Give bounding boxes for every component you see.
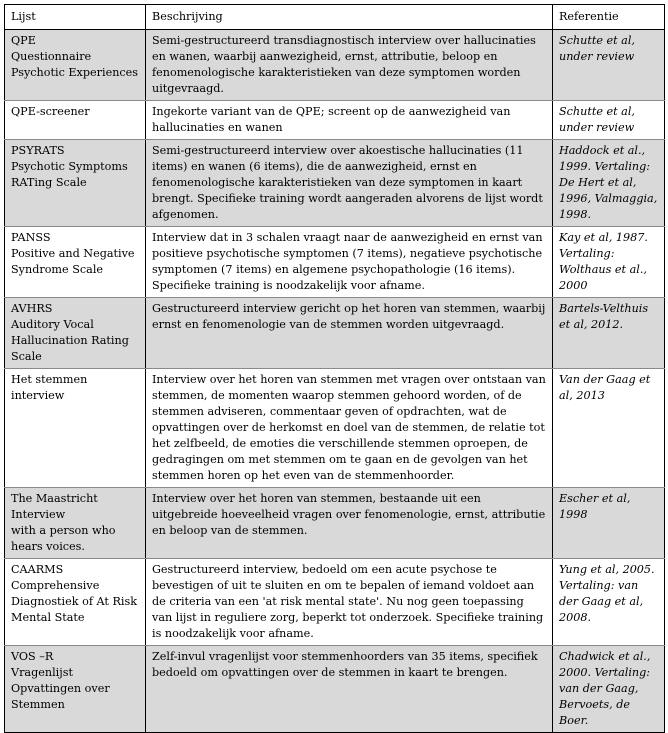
instrument-description: Interview dat in 3 schalen vraagt naar de aanwezigheid en ernst van positieve psychotische symptomen (7 items), negatieve psychotische symptomen (7 items) en algemene psychopathologie (16 items). Specifieke training is noodzakelijk voor afname.	[146, 227, 553, 298]
instrument-name-line: Syndrome Scale	[11, 263, 104, 276]
instrument-name-line: hears voices.	[11, 540, 85, 553]
instrument-name-cell	[5, 140, 146, 227]
instrument-name-line: PSYRATS	[11, 144, 65, 157]
instruments-table-container	[4, 4, 664, 733]
table-row	[5, 227, 665, 298]
table-row	[5, 646, 665, 733]
table-row	[5, 369, 665, 488]
instrument-name-line: Vragenlijst	[11, 666, 73, 679]
table-row	[5, 488, 665, 559]
instrument-reference: Kay et al, 1987. Vertaling: Wolthaus et al., 2000	[553, 227, 665, 298]
instrument-name-cell	[5, 30, 146, 101]
instrument-name-cell	[5, 227, 146, 298]
instrument-name-cell	[5, 646, 146, 733]
instrument-description: Ingekorte variant van de QPE; screent op de aanwezigheid van hallucinaties en wanen	[146, 101, 553, 140]
table-row	[5, 298, 665, 369]
table-row	[5, 140, 665, 227]
instrument-description: Semi-gestructureerd interview over akoestische hallucinaties (11 items) en wanen (6 items), die de aanwezigheid, ernst en fenomenologische karakteristieken van deze symptomen in kaart brengt. Specifieke training wordt aangeraden alvorens de lijst wordt afgenomen.	[146, 140, 553, 227]
instrument-description: Gestructureerd interview, bedoeld om een acute psychose te bevestigen of uit te sluiten en om te bepalen of iemand voldoet aan de criteria van een 'at risk mental state'. Nu nog geen toepassing van lijst in reguliere zorg, beperkt tot onderzoek. Specifieke training is noodzakelijk voor afname.	[146, 559, 553, 646]
instrument-name-line: with a person who	[11, 524, 116, 537]
instrument-name-line: Positive and Negative	[11, 247, 135, 260]
instrument-name-line: Interview	[11, 508, 66, 521]
instrument-name-line: Psychotic Symptoms	[11, 160, 128, 173]
instrument-name-line: VOS –R	[11, 650, 54, 663]
instrument-name-cell	[5, 369, 146, 488]
instrument-description: Gestructureerd interview gericht op het horen van stemmen, waarbij ernst en fenomenologie van de stemmen worden uitgevraagd.	[146, 298, 553, 369]
instrument-name-line: Het stemmen	[11, 373, 88, 386]
instrument-description: Zelf-invul vragenlijst voor stemmenhoorders van 35 items, specifiek bedoeld om opvattingen over de stemmen in kaart te brengen.	[146, 646, 553, 733]
instrument-reference: Schutte et al, under review	[553, 101, 665, 140]
table-header-row	[5, 5, 665, 30]
header-reference: Referentie	[553, 5, 665, 30]
instrument-reference: Chadwick et al., 2000. Vertaling: van der Gaag, Bervoets, de Boer.	[553, 646, 665, 733]
instrument-name-line: PANSS	[11, 231, 51, 244]
instruments-table	[4, 4, 665, 733]
instrument-name-line: Psychotic Experiences	[11, 66, 139, 79]
instrument-name-line: RATing Scale	[11, 176, 87, 189]
instrument-name-cell	[5, 298, 146, 369]
instrument-reference: Schutte et al, under review	[553, 30, 665, 101]
instrument-reference: Haddock et al., 1999. Vertaling: De Hert et al, 1996, Valmaggia, 1998.	[553, 140, 665, 227]
instrument-name-line: Mental State	[11, 611, 85, 624]
table-row	[5, 559, 665, 646]
instrument-name-line: Scale	[11, 350, 42, 363]
table-row	[5, 30, 665, 101]
instrument-name-line: The Maastricht	[11, 492, 98, 505]
header-list: Lijst	[5, 5, 146, 30]
instrument-description: Interview over het horen van stemmen met vragen over ontstaan van stemmen, de momenten waarop stemmen gehoord worden, of de stemmen adviseren, commentaar geven of opdrachten, wat de opvattingen over de herkomst en doel van de stemmen, de relatie tot het zelfbeeld, de emoties die verschillende stemmen oproepen, de gedragingen om met stemmen om te gaan en de gevolgen van het stemmen horen op het even van de stemmenhoorder.	[146, 369, 553, 488]
instrument-name-line: Diagnostiek of At Risk	[11, 595, 137, 608]
instrument-name-line: Auditory Vocal	[11, 318, 94, 331]
instrument-name-line: CAARMS	[11, 563, 64, 576]
instrument-name-line: QPE-screener	[11, 105, 90, 118]
header-description: Beschrijving	[146, 5, 553, 30]
instrument-description: Semi-gestructureerd transdiagnostisch interview over hallucinaties en wanen, waarbij aanwezigheid, ernst, attributie, beloop en fenomenologische karakteristieken van deze symptomen worden uitgevraagd.	[146, 30, 553, 101]
instrument-name-line: Hallucination Rating	[11, 334, 129, 347]
instrument-reference: Escher et al, 1998	[553, 488, 665, 559]
instrument-name-line: QPE	[11, 34, 36, 47]
instrument-reference: Van der Gaag et al, 2013	[553, 369, 665, 488]
instrument-name-cell	[5, 559, 146, 646]
instrument-reference: Bartels-Velthuis et al, 2012.	[553, 298, 665, 369]
table-row	[5, 101, 665, 140]
instrument-name-cell	[5, 488, 146, 559]
instrument-name-cell	[5, 101, 146, 140]
instrument-name-line: Questionnaire	[11, 50, 92, 63]
instrument-name-line: interview	[11, 389, 65, 402]
instrument-name-line: Opvattingen over	[11, 682, 110, 695]
instrument-reference: Yung et al, 2005. Vertaling: van der Gaag et al, 2008.	[553, 559, 665, 646]
instrument-description: Interview over het horen van stemmen, bestaande uit een uitgebreide hoeveelheid vragen over fenomenologie, ernst, attributie en beloop van de stemmen.	[146, 488, 553, 559]
instrument-name-line: Stemmen	[11, 698, 65, 711]
instrument-name-line: AVHRS	[11, 302, 53, 315]
table-body	[5, 30, 665, 733]
instrument-name-line: Comprehensive	[11, 579, 100, 592]
